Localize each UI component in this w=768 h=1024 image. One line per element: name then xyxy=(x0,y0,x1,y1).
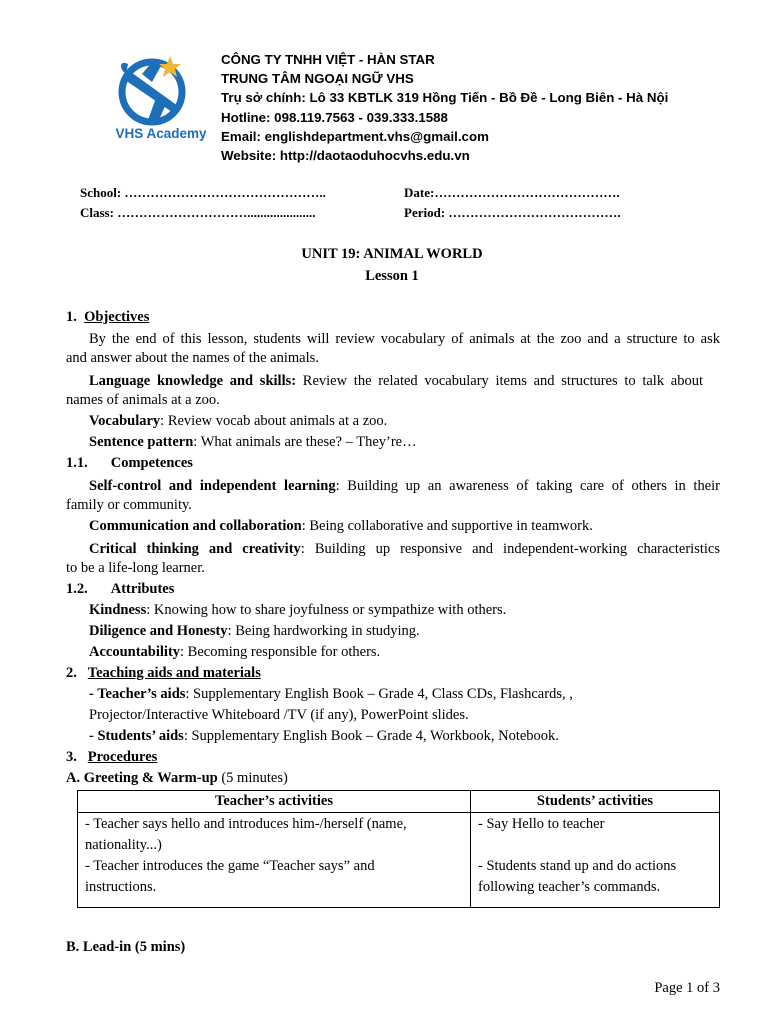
class-field: Class: …………………………..................... xyxy=(80,205,316,220)
section-title: Attributes xyxy=(110,581,175,597)
label: Self-control and independent learning xyxy=(89,478,336,494)
table-line: - Teacher says hello and introduces him-/herself (name, xyxy=(85,816,407,832)
text: : Being collaborative and supportive in teamwork. xyxy=(301,518,593,534)
unit-title: UNIT 19: ANIMAL WORLD xyxy=(301,246,483,262)
teacher-activities-header: Teacher’s activities xyxy=(78,791,471,813)
text: : Knowing how to share joyfulness or sympathize with others. xyxy=(146,602,507,618)
school-field: School: ……………………………………….. xyxy=(80,185,326,200)
section-title: Teaching aids and materials xyxy=(87,665,261,681)
label: Vocabulary xyxy=(89,413,161,429)
table-line xyxy=(478,835,719,856)
label: - Teacher’s aids xyxy=(89,686,186,702)
text: : Supplementary English Book – Grade 4, Workbook, Notebook. xyxy=(183,728,559,744)
students-activities-header: Students’ activities xyxy=(471,791,720,813)
section-number: 1.2. xyxy=(66,581,88,597)
competences-heading xyxy=(66,455,193,472)
accountability-line xyxy=(89,644,380,661)
label: Diligence and Honesty xyxy=(89,623,228,639)
period-field: Period: …………………………………. xyxy=(404,205,621,220)
hotline: Hotline: 098.119.7563 - 039.333.1588 xyxy=(221,109,448,125)
language-knowledge-line2: names of animals at a zoo. xyxy=(66,392,220,408)
text: : Building up responsive and independent-working characteristics xyxy=(300,541,720,557)
company-name: CÔNG TY TNHH VIỆT - HÀN STAR xyxy=(221,52,435,67)
teachers-aids-line1 xyxy=(89,686,573,703)
table-header-row xyxy=(78,791,720,813)
label: Kindness xyxy=(89,602,147,618)
airplane-globe-icon xyxy=(108,50,214,126)
table-line: - Say Hello to teacher xyxy=(478,816,605,832)
activities-table xyxy=(77,790,720,908)
label: A. Greeting & Warm-up xyxy=(66,770,218,786)
vocabulary-line xyxy=(89,413,387,430)
lesson-title: Lesson 1 xyxy=(365,268,419,284)
diligence-line xyxy=(89,623,420,640)
center-name: TRUNG TÂM NGOẠI NGỮ VHS xyxy=(221,71,414,87)
text: : What animals are these? – They’re… xyxy=(193,434,417,450)
table-line: - Students stand up and do actions xyxy=(478,857,677,874)
critical-thinking-line1 xyxy=(89,539,720,560)
objectives-heading xyxy=(66,309,149,326)
email: Email: englishdepartment.vhs@gmail.com xyxy=(221,128,489,144)
text: : Supplementary English Book – Grade 4, Class CDs, Flashcards, , xyxy=(185,686,573,702)
label: - Students’ aids xyxy=(89,728,184,744)
communication-line xyxy=(89,518,593,535)
section-title: Objectives xyxy=(84,309,150,325)
section-title: Procedures xyxy=(87,749,158,765)
table-line: nationality...) xyxy=(85,836,162,853)
objectives-intro-line1: By the end of this lesson, students will review vocabulary of animals at the zoo and a structure to ask xyxy=(89,331,720,347)
website: Website: http://daotaoduhocvhs.edu.vn xyxy=(221,148,470,164)
label: Critical thinking and creativity xyxy=(89,541,301,557)
table-line: - Teacher introduces the game “Teacher says” and xyxy=(85,857,375,874)
self-control-line1 xyxy=(89,476,720,497)
section-number: 3. xyxy=(66,749,77,765)
teachers-aids-line2: Projector/Interactive Whiteboard /TV (if any), PowerPoint slides. xyxy=(89,707,469,723)
students-activities-cell xyxy=(471,813,720,908)
critical-thinking-line2: to be a life-long learner. xyxy=(66,560,205,576)
students-aids-line xyxy=(89,728,559,745)
language-knowledge-line1 xyxy=(89,371,703,392)
text: : Building up an awareness of taking care of others in their xyxy=(335,478,721,494)
text: (5 minutes) xyxy=(217,770,288,786)
table-row xyxy=(78,813,720,908)
attributes-heading xyxy=(66,581,174,598)
section-title: Competences xyxy=(110,455,193,471)
section-number: 1. xyxy=(66,309,77,325)
lead-in-heading: B. Lead-in (5 mins) xyxy=(66,939,186,955)
label: Accountability xyxy=(89,644,181,660)
text: : Being hardworking in studying. xyxy=(227,623,420,639)
company-info xyxy=(221,50,668,165)
date-field: Date:……………………………………. xyxy=(404,185,620,200)
section-number: 2. xyxy=(66,665,77,681)
section-number: 1.1. xyxy=(66,455,88,471)
sentence-pattern-line xyxy=(89,434,417,451)
vhs-logo xyxy=(108,50,214,146)
teacher-activities-cell xyxy=(78,813,471,908)
procedures-heading xyxy=(66,749,157,766)
logo-text: VHS Academy xyxy=(115,126,207,141)
table-line: following teacher’s commands. xyxy=(478,878,661,895)
label: Language knowledge and skills: xyxy=(89,373,297,389)
self-control-line2: family or community. xyxy=(66,497,192,513)
page-number: Page 1 of 3 xyxy=(654,980,720,996)
text: Review the related vocabulary items and structures to talk about xyxy=(296,373,703,389)
label: Sentence pattern xyxy=(89,434,194,450)
teaching-aids-heading xyxy=(66,665,261,682)
table-line: instructions. xyxy=(85,878,157,895)
objectives-intro-line2: and answer about the names of the animals. xyxy=(66,350,319,366)
text: : Becoming responsible for others. xyxy=(180,644,381,660)
address: Trụ sở chính: Lô 33 KBTLK 319 Hồng Tiến - Bồ Đề - Long Biên - Hà Nội xyxy=(221,90,669,106)
greeting-warmup-heading xyxy=(66,770,288,787)
kindness-line xyxy=(89,602,506,619)
text: : Review vocab about animals at a zoo. xyxy=(160,413,388,429)
label: Communication and collaboration xyxy=(89,518,302,534)
